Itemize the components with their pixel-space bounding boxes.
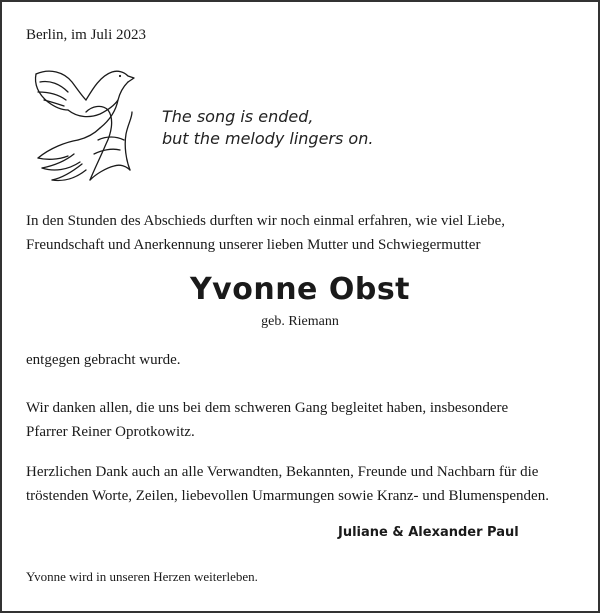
place-date: Berlin, im Juli 2023 bbox=[26, 27, 146, 43]
text-line: In den Stunden des Abschieds durften wir noch einmal erfahren, wie viel Liebe, bbox=[26, 213, 506, 229]
closing-line: Yvonne wird in unseren Herzen weiterleben. bbox=[26, 569, 258, 584]
text-line: Freundschaft und Anerkennung unserer lieben Mutter und Schwiegermutter bbox=[26, 237, 481, 253]
thanks-paragraph bbox=[26, 396, 508, 444]
quote-line: The song is ended, bbox=[162, 107, 314, 126]
text-line: Pfarrer Reiner Oprotkowitz. bbox=[26, 424, 195, 440]
dove-icon bbox=[28, 62, 138, 187]
gratitude-paragraph bbox=[26, 460, 549, 508]
text-line: entgegen gebracht wurde. bbox=[26, 352, 181, 368]
quote bbox=[162, 106, 373, 150]
text-line: Herzlichen Dank auch an alle Verwandten, Bekannten, Freunde und Nachbarn für die bbox=[26, 464, 539, 480]
quote-line: but the melody lingers on. bbox=[162, 129, 374, 148]
text-line: Wir danken allen, die uns bei dem schweren Gang begleitet haben, insbesondere bbox=[26, 400, 509, 416]
text-line: tröstenden Worte, Zeilen, liebevollen Umarmungen sowie Kranz- und Blumenspenden. bbox=[26, 488, 549, 504]
deceased-name: Yvonne Obst bbox=[189, 272, 411, 307]
maiden-name: geb. Riemann bbox=[261, 314, 339, 329]
signature: Juliane & Alexander Paul bbox=[338, 525, 519, 540]
after-name-paragraph bbox=[26, 348, 181, 372]
intro-paragraph bbox=[26, 209, 505, 257]
